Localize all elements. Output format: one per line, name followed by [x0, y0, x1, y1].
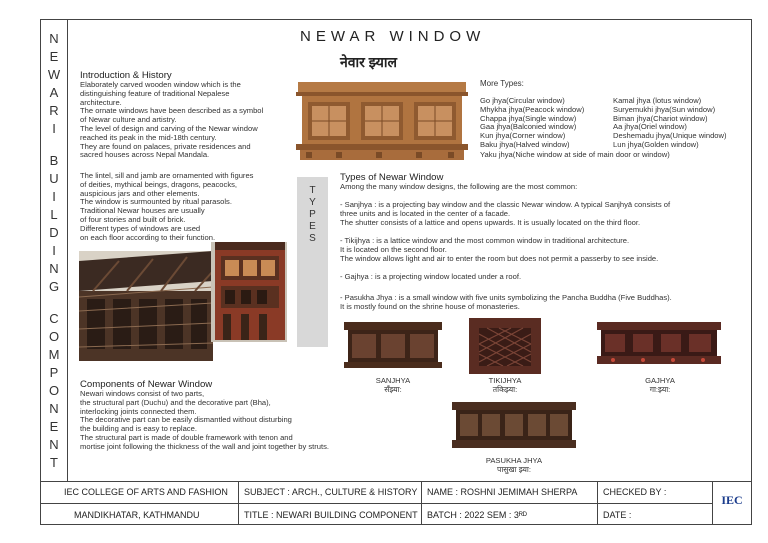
- pasukha-caption: PASUKHA JHYA पासुखा झ्या:: [485, 456, 543, 474]
- side-letter: R: [49, 103, 59, 118]
- side-letter: L: [50, 207, 58, 222]
- college-name: IEC COLLEGE OF ARTS AND FASHION: [64, 487, 228, 497]
- side-letter: T: [50, 455, 58, 470]
- tikijhya-text: - Tikijhya : is a lattice window and the most common window in traditional architecture. It is located on the second floor. The window allows light and air to enter the room but does not permit a passerby to see inside.: [340, 236, 659, 263]
- side-letter: D: [49, 225, 59, 240]
- tikijhya-caption: TIKIJHYA तकिझ्या:: [488, 376, 522, 394]
- side-letter: N: [49, 401, 59, 416]
- sanjhya-text: - Sanjhya : is a projecting bay window and the classic Newar window. A typical Sanjhyā consists of three units and is located in the center of a facade. The shutter consists of a lattice and opens upwards. It is usually located on the third floor.: [340, 200, 671, 227]
- types-side-bar: T Y P E S: [297, 177, 328, 347]
- side-letter: M: [48, 347, 60, 362]
- side-letter: I: [52, 189, 56, 204]
- carved-window-image: [296, 78, 468, 164]
- side-letter: O: [48, 329, 60, 344]
- side-title-strip: [40, 19, 68, 481]
- page-title: NEWAR WINDOW: [300, 28, 486, 45]
- types-heading: Types of Newar Window: [340, 172, 444, 183]
- sanjhya-image: [344, 320, 442, 370]
- intro-text: Elaborately carved wooden window which is the distinguishing feature of traditional Nepalese architecture. The ornate windows have been described as a symbol of Newar culture and artistry. The level of design and carving of the Newar window reached its peak in the mid-18th century. They are found on palaces, private residences and sacred houses across Nepal Mandala.: [80, 80, 264, 160]
- college-location: MANDIKHATAR, KATHMANDU: [74, 509, 200, 520]
- student-name-field: NAME : ROSHNI JEMIMAH SHERPA: [427, 487, 578, 497]
- side-letter: N: [49, 31, 59, 46]
- side-letter: E: [49, 419, 59, 434]
- side-letter: B: [49, 153, 59, 168]
- side-letter: W: [47, 67, 61, 82]
- pasukha-text: - Pasukha Jhya : is a small window with five units symbolizing the Pancha Buddha (Five Buddhas). It is mostly found on the shrine house of monasteries.: [340, 293, 672, 311]
- components-text: Newari windows consist of two parts, the structural part (Duchu) and the decorative part (Bha), interlocking joints connected them. The decorative part can be easily dismantled without disturbing the building and is easy to replace. The structural part is made of double framework with tenon and mortise joint following the thickness of the wall and joint together by struts.: [80, 389, 330, 451]
- more-types-heading: More Types:: [480, 79, 524, 88]
- gajhya-text: - Gajhya : is a projecting window located under a roof.: [340, 272, 522, 281]
- side-letter: N: [49, 261, 59, 276]
- more-types-left: Go jhya(Circular window) Mhykha jhya(Peacock window) Chappa jhya(Single window) Gaa jhya(Balconied window) Kun jhya(Corner window) Baku jhya(Halved window): [480, 96, 585, 149]
- side-letter: N: [49, 437, 59, 452]
- intro-ornament-text: The lintel, sill and jamb are ornamented with figures of deities, mythical beings, dragons, peacocks, auspicious jars and other elements. The window is surmounted by ritual parasols. Traditional Newar houses are usually of four stories and built of brick. Different types of windows are used on each floor according to their function.: [80, 171, 254, 242]
- tikijhya-image: [469, 318, 541, 374]
- side-letter: G: [48, 279, 60, 294]
- title-field: TITLE : NEWARI BUILDING COMPONENT: [244, 509, 418, 520]
- intro-heading: Introduction & History: [80, 70, 172, 81]
- side-letter: I: [52, 121, 56, 136]
- checked-by-field: CHECKED BY :: [603, 487, 667, 497]
- components-heading: Components of Newar Window: [80, 379, 213, 390]
- side-letter: U: [49, 171, 59, 186]
- side-letter: I: [52, 243, 56, 258]
- side-letter: C: [49, 311, 59, 326]
- building-facade-image: [211, 242, 287, 342]
- gajhya-caption: GAJHYA गा:झ्या:: [645, 376, 675, 394]
- page-title-nepali: नेवार झ्याल: [340, 54, 397, 70]
- sanjhya-caption: SANJHYA सँझ्या:: [375, 376, 411, 394]
- types-intro: Among the many window designs, the following are the most common:: [340, 182, 578, 191]
- side-letter: A: [49, 85, 59, 100]
- subject-field: SUBJECT : ARCH., CULTURE & HISTORY: [244, 487, 418, 497]
- title-block-divider: [712, 481, 713, 525]
- pasukha-jhya-image: [452, 402, 576, 450]
- side-letter: E: [49, 49, 59, 64]
- more-types-last: Yaku jhya(Niche window at side of main door or window): [480, 150, 670, 159]
- gajhya-image: [597, 318, 721, 370]
- date-field: DATE :: [603, 509, 632, 520]
- iec-logo: IEC: [721, 493, 743, 507]
- more-types-right: Kamal jhya (lotus window) Suryemukhi jhya(Sun window) Biman jhya(Chariot window) Aa jhya(Oriel window) Deshemadu jhya(Unique window) Lun jhya(Golden window): [613, 96, 727, 149]
- side-letter: O: [48, 383, 60, 398]
- side-letter: P: [49, 365, 59, 380]
- batch-field: BATCH : 2022 SEM : 3ᴿᴰ: [427, 509, 527, 520]
- building-detail-image: [79, 251, 213, 361]
